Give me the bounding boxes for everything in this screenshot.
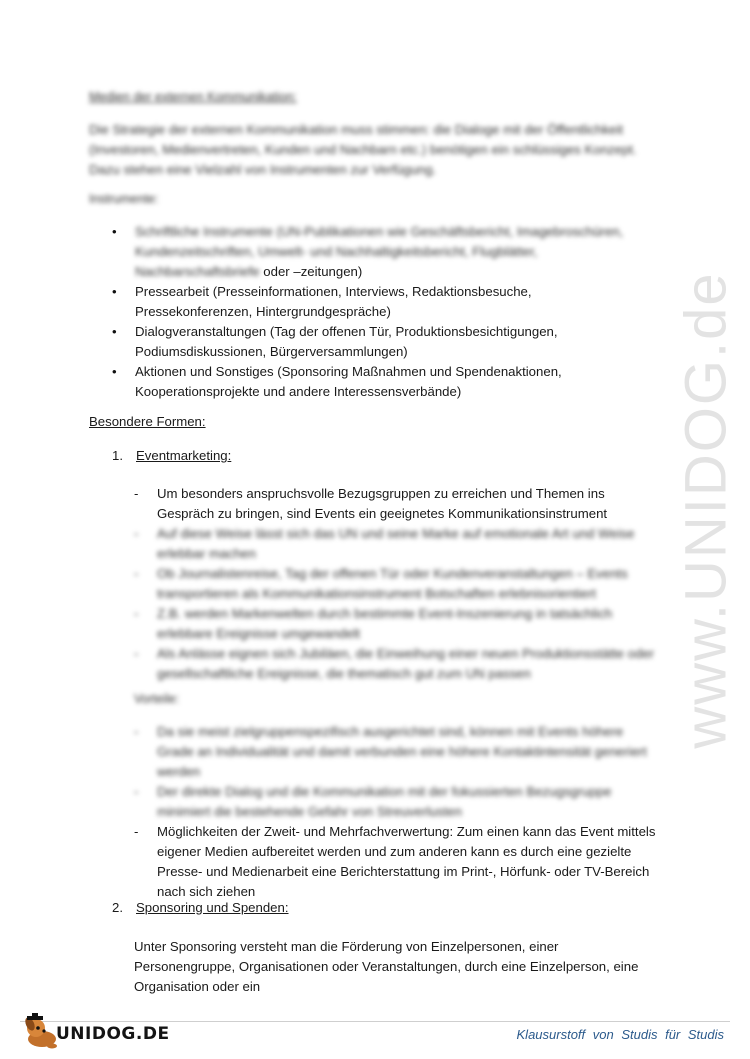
section-title: Eventmarketing: bbox=[136, 448, 232, 463]
list-item-text: Um besonders anspruchsvolle Bezugsgruppen zu erreichen und Themen ins Gespräch zu bringen, sind Events ein geeignetes Kommunikationsinstrument bbox=[157, 486, 608, 521]
instruments-label: Instrumente: bbox=[89, 192, 159, 206]
list-item bbox=[134, 722, 659, 782]
list-item bbox=[134, 524, 659, 564]
section-number: 2. bbox=[112, 900, 123, 915]
sponsoring-paragraph: Unter Sponsoring versteht man die Förderung von Einzelpersonen, einer Personengruppe, Organisationen oder Veranstaltungen, durch eine Einzelperson, eine Organisation oder ein bbox=[134, 939, 639, 994]
list-item-text: Ob Journalistenreise, Tag der offenen Tür oder Kundenveranstaltungen – Events transportieren als Kommunikationsinstrument Botschaften erlebnisorientiert bbox=[157, 566, 628, 601]
list-item bbox=[134, 644, 659, 684]
list-item bbox=[134, 564, 659, 604]
special-forms-heading: Besondere Formen: bbox=[89, 414, 206, 429]
list-item-text: Pressearbeit (Presseinformationen, Interviews, Redaktionsbesuche, Pressekonferenzen, Hintergrundgespräche) bbox=[135, 284, 532, 319]
intro-paragraph: Die Strategie der externen Kommunikation muss stimmen: die Dialoge mit der Öffentlichkeit (Investoren, Medienvertreten, Kunden und Nachbarn etc.) benötigen ein schlüssiges Konzept. Dazu stehen eine Vielzahl von Instrumenten zur Verfügung. bbox=[89, 122, 637, 177]
event-points-list bbox=[134, 484, 659, 684]
list-item-text: Z.B. werden Markenwelten durch bestimmte Event-Inszenierung in tatsächlich erlebbare Ereignisse umgewandelt bbox=[157, 606, 613, 641]
list-item-text: Möglichkeiten der Zweit- und Mehrfachverwertung: Zum einen kann das Event mittels eigener Medien aufbereitet werden und zum anderen kann es durch eine gezielte Presse- und Medienarbeit eine Berichterstattung im Print-, Hörfunk- oder TV-Bereich nach sich ziehen bbox=[157, 824, 656, 899]
instruments-list bbox=[110, 222, 650, 402]
list-item bbox=[110, 322, 650, 362]
list-item-text: Als Anlässe eignen sich Jubiläen, die Einweihung einer neuen Produktionsstätte oder gesellschaftliche Ereignisse, die thematisch gut zum UN passen bbox=[157, 646, 655, 681]
list-item-text: Auf diese Weise lässt sich das UN und seine Marke auf emotionale Art und Weise erlebbar machen bbox=[157, 526, 635, 561]
list-item-text: Da sie meist zielgruppenspezifisch ausgerichtet sind, können mit Events höhere Grade an Individualität und damit verbunden eine höhere Kontaktintensität generiert werden bbox=[157, 724, 647, 779]
logo-text: UNIDOG.DE bbox=[56, 1024, 170, 1044]
list-item bbox=[110, 282, 650, 322]
list-item bbox=[110, 222, 650, 282]
footer-tagline: Klausurstoff von Studis für Studis bbox=[516, 1027, 724, 1042]
list-item bbox=[134, 604, 659, 644]
list-item bbox=[134, 782, 659, 822]
section-number: 1. bbox=[112, 448, 123, 463]
list-item bbox=[134, 484, 659, 524]
advantages-list bbox=[134, 722, 659, 902]
list-item-text: oder –zeitungen) bbox=[263, 264, 363, 279]
watermark: www.UNIDOG.de bbox=[673, 271, 739, 749]
advantages-label: Vorteile: bbox=[134, 692, 180, 706]
list-item-blurred-text: Schriftliche Instrumente (UN-Publikationen wie Geschäftsbericht, Imagebroschüren, Kundenzeitschriften, Umwelt- und Nachhaltigkeitsbericht, Flugblätter, Nachbarschaftsbriefe bbox=[135, 224, 624, 279]
list-item-text: Der direkte Dialog und die Kommunikation mit der fokussierten Bezugsgruppe minimiert die bestehende Gefahr von Streuverlusten bbox=[157, 784, 612, 819]
section-title: Sponsoring und Spenden: bbox=[136, 900, 289, 915]
section-heading-external-media: Medien der externen Kommunikation: bbox=[89, 90, 297, 104]
list-item bbox=[134, 822, 659, 902]
list-item-text: Dialogveranstaltungen (Tag der offenen Tür, Produktionsbesichtigungen, Podiumsdiskussionen, Bürgerversammlungen) bbox=[135, 324, 558, 359]
list-item bbox=[110, 362, 650, 402]
list-item-text: Aktionen und Sonstiges (Sponsoring Maßnahmen und Spendenaktionen, Kooperationsprojekte und andere Interessensverbände) bbox=[135, 364, 562, 399]
